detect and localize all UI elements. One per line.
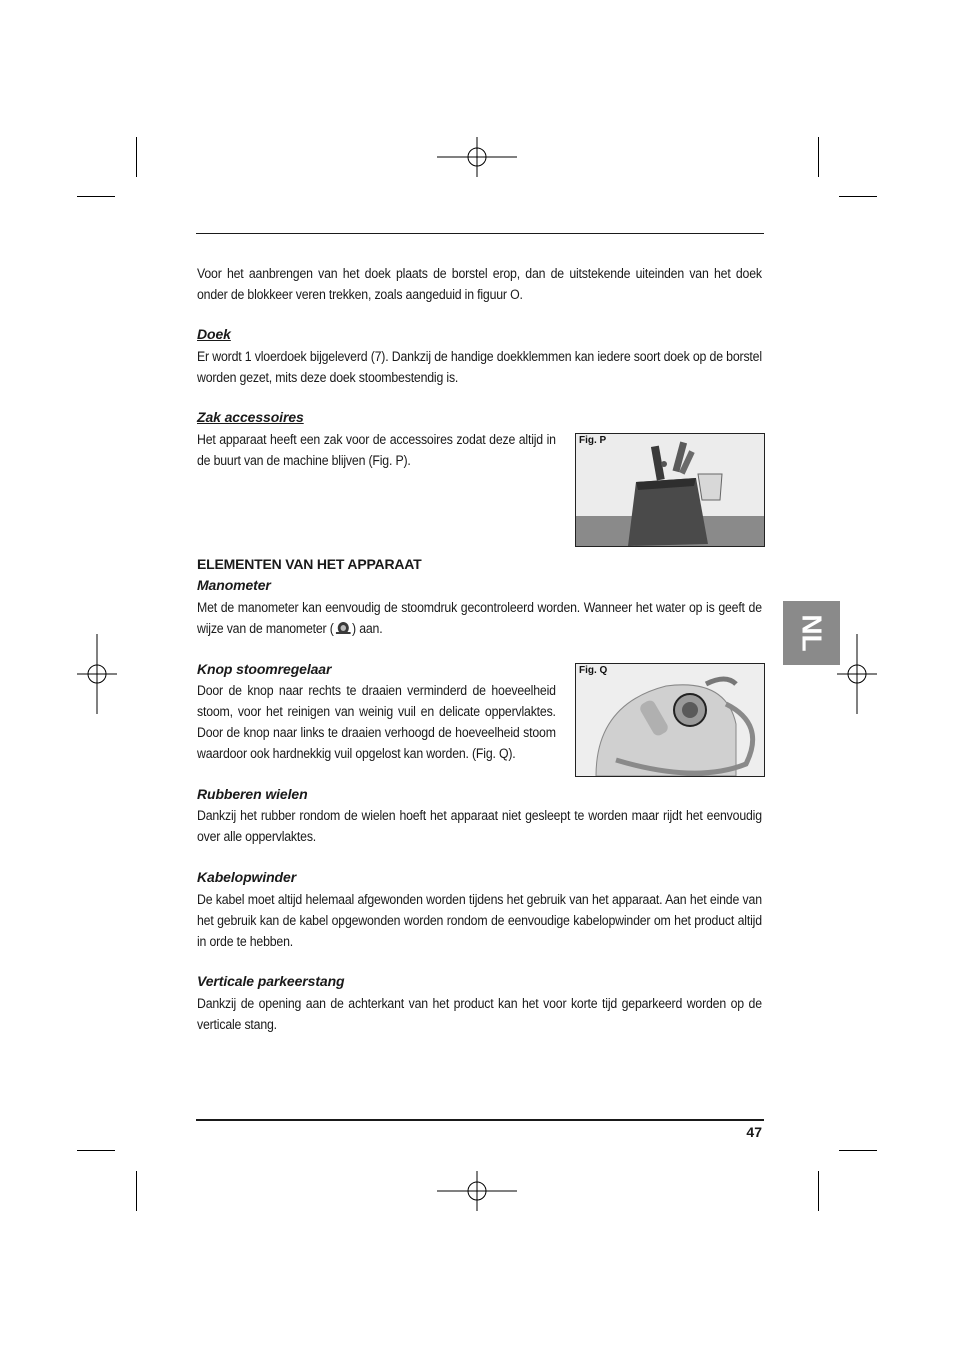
- language-tab-label: NL: [796, 614, 828, 652]
- kabel-paragraph: De kabel moet altijd helemaal afgewonden worden tijdens het gebruik van het apparaat. Aan het einde van het gebruik kan de kabel opgewonden worden rondom de eenvoudige kabelopwinder om het product altijd in orde te hebben.: [197, 892, 762, 949]
- registration-mark-bottom: [437, 1171, 517, 1211]
- crop-mark: [136, 137, 137, 177]
- intro-paragraph: Voor het aanbrengen van het doek plaats de borstel erop, dan de uitstekende uiteinden van het doek onder de blokkeer veren trekken, zoals aangeduid in figuur O.: [197, 266, 762, 302]
- crop-mark: [77, 1150, 115, 1151]
- empty-tank-icon: [334, 621, 352, 635]
- language-tab: [783, 601, 840, 665]
- registration-mark-top: [437, 137, 517, 177]
- knop-paragraph: Door de knop naar rechts te draaien verminderd de hoeveelheid stoom, voor het reinigen van weinig vuil en delicate oppervlaktes. Door de knop naar links te draaien verhoogd de hoeveelheid stoom waardoor ook hardnekkig vuil opgelost kan worden. (Fig. Q).: [197, 683, 556, 761]
- doek-paragraph: Er wordt 1 vloerdoek bijgeleverd (7). Dankzij de handige doekklemmen kan iedere soort doek op de borstel worden gezet, mits deze doek stoombestendig is.: [197, 349, 762, 385]
- wielen-paragraph: Dankzij het rubber rondom de wielen hoeft het apparaat niet gesleept te worden maar rijdt het eenvoudig over alle oppervlaktes.: [197, 808, 762, 844]
- zak-heading: Zak accessoires: [197, 409, 304, 425]
- knop-heading: Knop stoomregelaar: [197, 661, 332, 677]
- section-title: ELEMENTEN VAN HET APPARAAT: [197, 556, 422, 572]
- figure-p-label: Fig. P: [579, 435, 607, 446]
- page-number: 47: [746, 1124, 762, 1140]
- header-rule: [196, 233, 764, 234]
- registration-mark-left: [77, 634, 117, 714]
- accessory-bag-illustration: [576, 434, 764, 546]
- figure-q: [575, 663, 765, 777]
- stang-paragraph: Dankzij de opening aan de achterkant van het product kan het voor korte tijd geparkeerd worden op de verticale stang.: [197, 996, 762, 1032]
- crop-mark: [818, 137, 819, 177]
- doek-heading: Doek: [197, 326, 231, 342]
- stang-heading: Verticale parkeerstang: [197, 973, 345, 989]
- steam-knob-illustration: [576, 664, 764, 776]
- crop-mark: [136, 1171, 137, 1211]
- crop-mark: [818, 1171, 819, 1211]
- wielen-heading: Rubberen wielen: [197, 786, 308, 802]
- crop-mark: [839, 196, 877, 197]
- footer-rule: [196, 1119, 764, 1121]
- kabel-heading: Kabelopwinder: [197, 869, 297, 885]
- manometer-heading: Manometer: [197, 577, 271, 593]
- zak-paragraph: Het apparaat heeft een zak voor de accessoires zodat deze altijd in de buurt van de machine blijven (Fig. P).: [197, 432, 556, 468]
- figure-p: [575, 433, 765, 547]
- figure-q-label: Fig. Q: [579, 665, 608, 676]
- crop-mark: [839, 1150, 877, 1151]
- crop-mark: [77, 196, 115, 197]
- manometer-paragraph: Met de manometer kan eenvoudig de stoomdruk gecontroleerd worden. Wanneer het water op is geeft de wijze van de manometer ( ) aan.: [197, 600, 762, 636]
